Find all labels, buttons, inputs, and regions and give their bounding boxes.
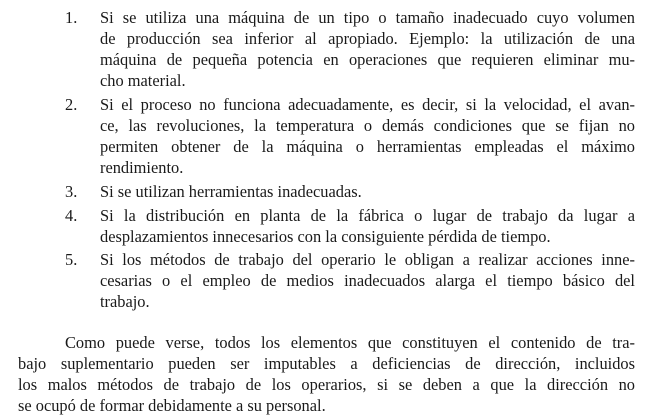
paragraph-line: Como puede verse, todos los elementos que constituyen el contenido de tra- — [65, 333, 635, 352]
list-number: 3. — [65, 182, 78, 201]
list-item-line: Si el proceso no funciona adecuadamente, es decir, si la velocidad, el avan- — [100, 95, 635, 114]
paragraph-line: los malos métodos de trabajo de los operarios, si se deben a que la dirección no — [18, 375, 635, 394]
list-number: 5. — [65, 250, 78, 269]
list-number: 1. — [65, 8, 78, 27]
list-item-line: Si los métodos de trabajo del operario le obligan a realizar acciones inne- — [100, 250, 635, 269]
list-item-line: rendimiento. — [100, 158, 184, 177]
list-number: 4. — [65, 206, 78, 225]
list-item-line: Si se utiliza una máquina de un tipo o tamaño inadecuado cuyo volumen — [100, 8, 635, 27]
list-item-line: ce, las revoluciones, la temperatura o demás condiciones que se fijan no — [100, 116, 635, 135]
paragraph-line: bajo suplementario pueden ser imputables a deficiencias de dirección, incluidos — [18, 354, 635, 373]
list-item-line: cesarias o el empleo de medios inadecuados alarga el tiempo básico del — [100, 271, 635, 290]
list-item-line: trabajo. — [100, 292, 150, 311]
list-number: 2. — [65, 95, 78, 114]
list-item-line: Si se utilizan herramientas inadecuadas. — [100, 182, 362, 201]
list-item-line: cho material. — [100, 71, 186, 90]
paragraph-line: se ocupó de formar debidamente a su personal. — [18, 396, 326, 415]
list-item-line: permiten obtener de la máquina o herramientas empleadas el máximo — [100, 137, 635, 156]
list-item-line: Si la distribución en planta de la fábrica o lugar de trabajo da lugar a — [100, 206, 635, 225]
list-item-line: desplazamientos innecesarios con la consiguiente pérdida de tiempo. — [100, 227, 551, 246]
list-item-line: de producción sea inferior al apropiado. Ejemplo: la utilización de una — [100, 29, 635, 48]
list-item-line: máquina de pequeña potencia en operaciones que requieren eliminar mu- — [100, 50, 635, 69]
